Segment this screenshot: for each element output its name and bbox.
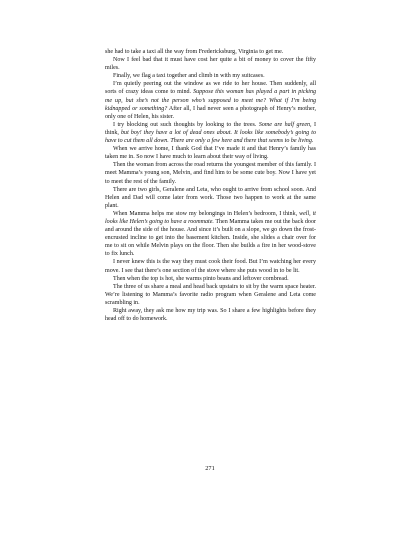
text-run: I never knew this is the way they must cook their food. But I’m watching her every move. I see that there’s one section of the stove where she puts wood in to be lit. [105, 259, 316, 274]
text-run: When Mamma helps me stow my belongings in Helen’s bedroom, I think, [113, 210, 300, 217]
paragraph [105, 72, 316, 80]
text-run: The three of us share a meal and head back upstairs to sit by the warm space heater. We’re listening to Mamma’s favorite radio program when Geralene and Leta come scrambling in. [105, 283, 316, 306]
page-number: 271 [205, 465, 215, 472]
text-run: Finally, we flag a taxi together and climb in with my suitcases. [113, 73, 265, 80]
text-run: Then when the top is hot, she warms pinto beans and leftover cornbread. [113, 275, 289, 282]
italic-text: well, it looks like Helen’s going to have a roommate. [105, 210, 316, 225]
text-run: Right away, they ask me how my trip was. So I share a few highlights before they head off to do homework. [105, 308, 316, 323]
text-run: Then Mamma takes me out the back door and around the side of the house. And since it’s built on a slope, we go down the frost-encrusted incline to get into the basement kitchen. Inside, she slides a chair over for me to sit on while Melvin plays on the floor. Then she builds a fire in her wood-stove to fix lunch. [105, 218, 316, 258]
paragraph [105, 307, 316, 323]
text-run: There are two girls, Geralene and Leta, who ought to arrive from school soon. And Helen and Dad will come later from work. Those two happen to work at the same plant. [105, 186, 316, 209]
italic-text: Suppose this woman has played a part in picking me up, but she’s not the person who’s supposed to meet me? What if I’m being kidnapped or something? [105, 89, 316, 112]
text-run: Then the woman from across the road returns the youngest member of this family. I meet Mamma’s young son, Melvin, and find him to be some cute boy. Now I have yet to meet the rest of the family. [105, 162, 316, 185]
italic-text: Some are half green, [258, 121, 312, 128]
text-run: Now I feel bad that it must have cost her quite a bit of money to cover the fifty miles. [105, 57, 316, 72]
paragraph [105, 210, 316, 259]
paragraph [105, 186, 316, 210]
italic-text: but boy! they have a lot of dead ones about. It looks like somebody’s going to have to cut them all down. There are only a few here and there that seems to be living. [105, 129, 316, 145]
paragraph [105, 275, 316, 283]
text-run: she had to take a taxi all the way from Fredericksburg, Virginia to get me. [105, 49, 284, 55]
paragraph [105, 161, 316, 185]
paragraph [105, 48, 316, 56]
text-run: When we arrive home, I thank God that I’ve made it and that Henry’s family has taken me in. So now I have much to learn about their way of living. [105, 146, 316, 161]
text-run: After all, I had never seen a photograph of Henry’s mother, only one of Helen, his sister. [105, 105, 316, 120]
paragraph [105, 145, 316, 161]
paragraph [105, 258, 316, 274]
text-run: I try blocking out such thoughts by looking to the trees. [113, 121, 259, 128]
paragraph [105, 121, 316, 145]
paragraph [105, 56, 316, 72]
body-text [105, 48, 316, 323]
text-run: I’m quietly peering out the window as we ride to her house. Then suddenly, all sorts of crazy ideas come to mind. [105, 81, 316, 96]
paragraph [105, 80, 316, 120]
paragraph [105, 283, 316, 307]
text-run: I think, [105, 121, 316, 136]
